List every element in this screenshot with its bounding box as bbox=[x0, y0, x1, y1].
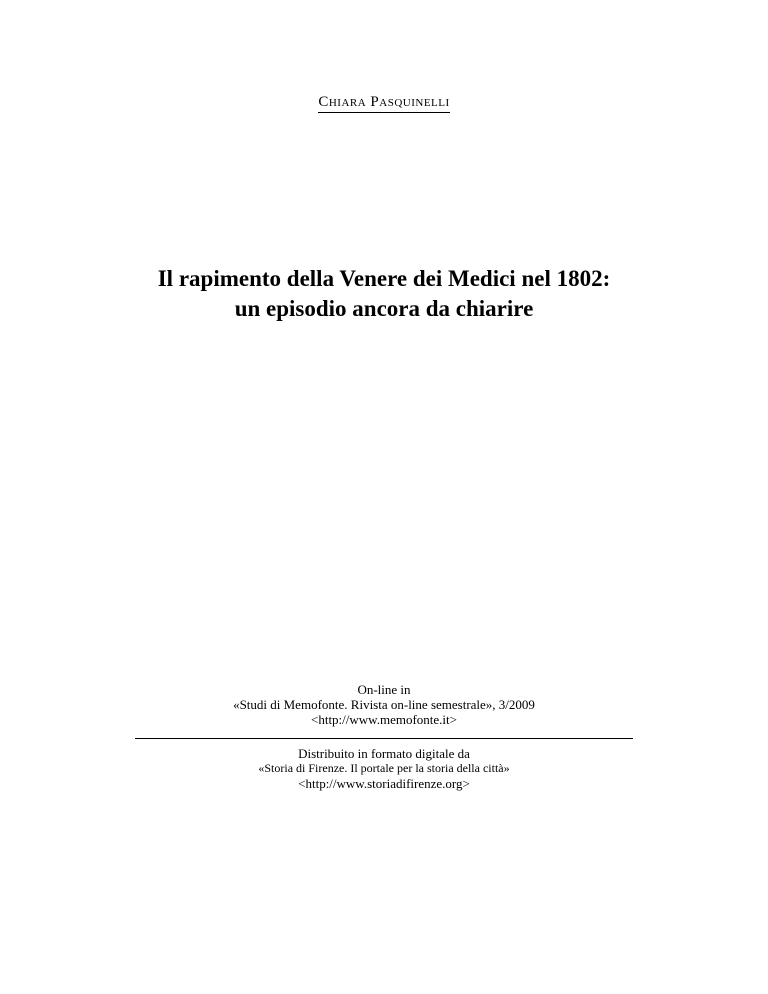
portal-citation: «Storia di Firenze. Il portale per la storia della città» bbox=[258, 761, 510, 775]
online-label: On-line in bbox=[357, 682, 411, 697]
distribution-info bbox=[0, 746, 768, 791]
journal-citation: «Studi di Memofonte. Rivista on-line semestrale», 3/2009 bbox=[233, 697, 535, 712]
title-line-2: un episodio ancora da chiarire bbox=[234, 296, 534, 321]
author-heading bbox=[0, 94, 768, 113]
title-line-1: Il rapimento della Venere dei Medici nel 1802: bbox=[157, 266, 611, 291]
memofonte-url: <http://www.memofonte.it> bbox=[311, 712, 457, 727]
horizontal-divider bbox=[135, 738, 633, 739]
distribution-label: Distribuito in formato digitale da bbox=[298, 746, 470, 761]
article-title bbox=[60, 264, 708, 324]
storiadifirenze-url: <http://www.storiadifirenze.org> bbox=[298, 776, 470, 791]
online-publication-info bbox=[0, 682, 768, 727]
author-name: Chiara Pasquinelli bbox=[318, 94, 449, 113]
